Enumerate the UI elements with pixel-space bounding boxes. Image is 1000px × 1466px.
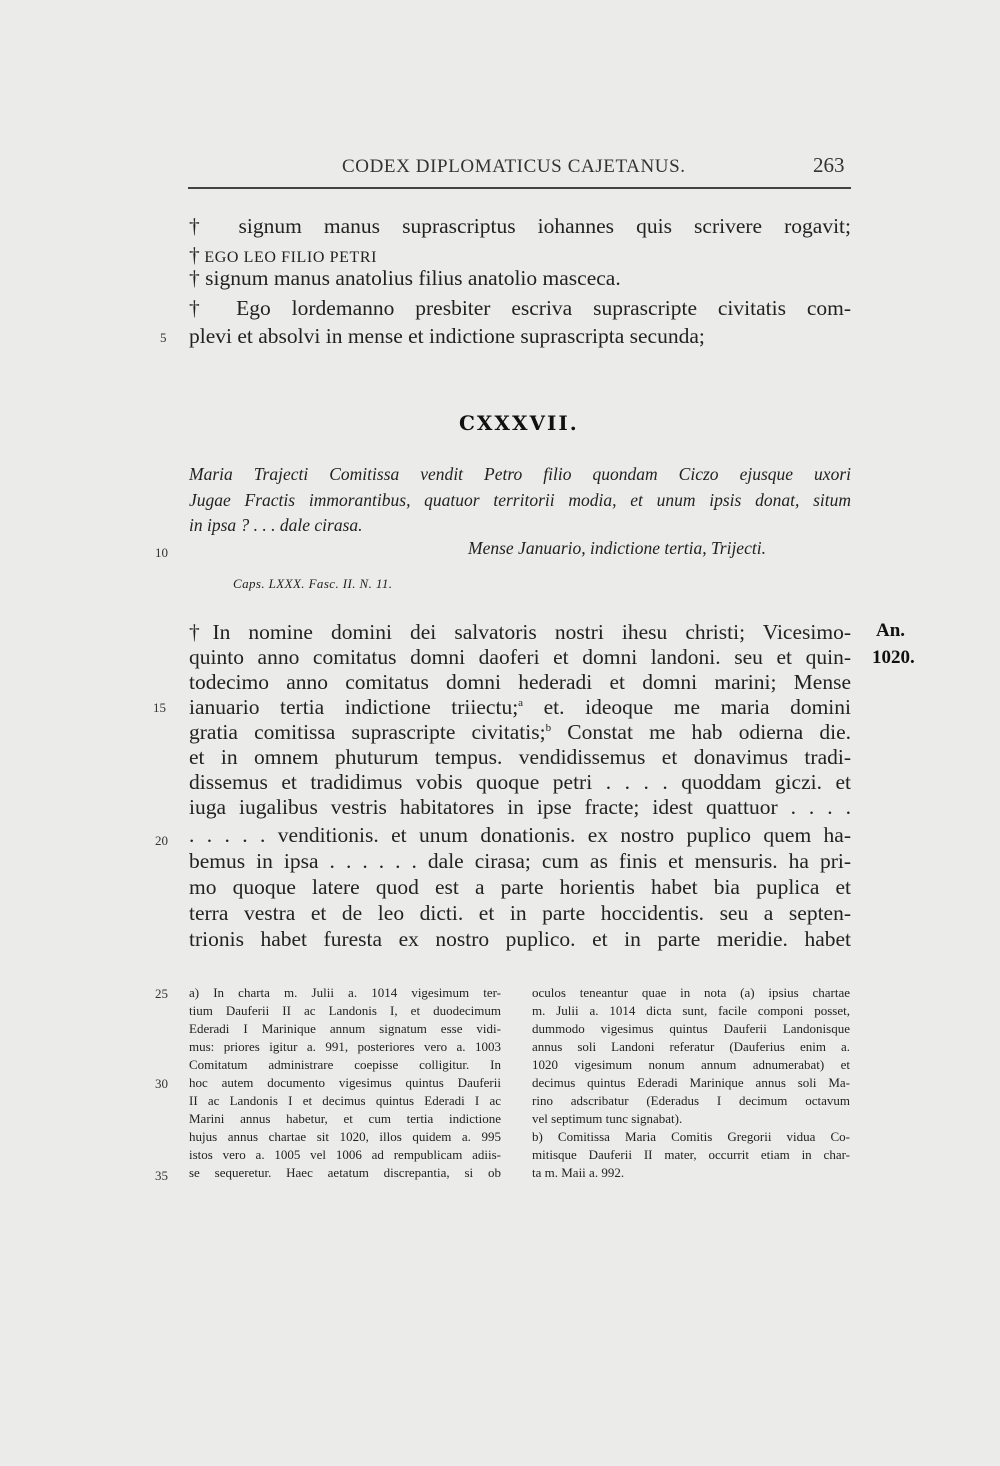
margin-year: 1020. [872,647,915,668]
footnote-line: m. Julii a. 1014 dicta sunt, facile componi posset, [532,1003,850,1018]
prev-doc-line: plevi et absolvi in mense et indictione suprascripta secunda; [189,324,705,348]
footnote-line: hoc autem documento vigesimus quintus Dauferii [189,1075,501,1090]
body-line: mo quoque latere quod est a parte horientis habet bia puplica et [189,875,851,899]
footnote-line: hujus annus chartae sit 1020, illos quidem a. 995 [189,1129,501,1144]
line-number: 25 [155,986,168,1001]
footnote-line: b) Comitissa Maria Comitis Gregorii vidua Co- [532,1129,850,1144]
header-rule [188,187,851,189]
footnote-line: vel septimum tunc signabat). [532,1111,683,1126]
footnote-line: Ederadi I Marinique annum signatum esse vidi- [189,1021,501,1036]
body-line: bemus in ipsa . . . . . . dale cirasa; cum as finis et mensuris. ha pri- [189,849,851,873]
line-number: 35 [155,1168,168,1183]
line-number: 5 [160,330,167,345]
footnote-line: a) In charta m. Julii a. 1014 vigesimum ter- [189,985,501,1000]
prev-doc-line: † signum manus anatolius filius anatolio masceca. [189,266,621,290]
footnote-line: mus: priores igitur a. 991, posteriores vero a. 1003 [189,1039,501,1054]
footnote-line: decimus quintus Ederadi Marinique annus soli Ma- [532,1075,850,1090]
cross-symbol: † [189,243,200,267]
footnote-line: rino adscribatur (Ederadus I decimum octavum [532,1093,850,1108]
footnote-line: dummodo vigesimus quintus Dauferii Landonisque [532,1021,850,1036]
footnote-line: ta m. Maii a. 992. [532,1165,625,1180]
footnote-line: istos vero a. 1005 vel 1006 ad rempublicam adiis- [189,1147,501,1162]
regest-line: Jugae Fractis immorantibus, quatuor territorii modia, et unum ipsis donat, situm [189,490,851,510]
prev-doc-line: † signum manus suprascriptus iohannes quis scrivere rogavit; [189,214,852,238]
regest-line: in ipsa ? . . . dale cirasa. [189,515,363,535]
footnote-line: Comitatum administrare coepisse colligitur. In [189,1057,501,1072]
body-line: ianuario tertia indictione triiectu;$^a$ et. ideoque me maria domini [189,695,852,719]
body-line: terra vestra et de leo dicti. et in parte hoccidentis. seu a septen- [189,901,851,925]
footnote-line: mitisque Dauferii II mater, occurrit etiam in char- [532,1147,850,1162]
cross-symbol: † [189,214,217,238]
footnote-line: oculos teneantur quae in nota (a) ipsius chartae [532,985,850,1000]
body-line: †In nomine domini dei salvatoris nostri ihesu christi; Vicesimo- [189,620,851,644]
body-line: et in omnem phuturum tempus. vendidissemus et donavimus tradi- [189,745,851,769]
body-line: dissemus et tradidimus vobis quoque petri . . . . quoddam giczi. et [189,770,851,794]
prev-doc-line: † Ego lordemanno presbiter escriva suprascripte civitatis com- [189,296,852,320]
footnote-line: 1020 vigesimum nonum annum adnumerabat) et [532,1057,850,1072]
footnote-line: Marini annus habetur, et cum tertia indictione [189,1111,501,1126]
regest-line: Maria Trajecti Comitissa vendit Petro filio quondam Ciczo ejusque uxori [189,464,851,484]
body-line: trionis habet furesta ex nostro puplico. et in parte meridie. habet [189,927,851,951]
footnote-line: annus soli Landoni referatur (Dauferius enim a. [532,1039,850,1054]
archive-reference: Caps. LXXX. Fasc. II. N. 11. [233,576,393,591]
footnote-marker: a [518,696,524,709]
page-number: 263 [813,153,845,177]
footnote-marker: b [545,721,552,734]
running-title: CODEX DIPLOMATICUS CAJETANUS. [342,156,686,177]
cross-symbol: † [189,296,216,320]
line-number: 30 [155,1076,168,1091]
cross-symbol: † [189,266,200,290]
body-line: quinto anno comitatus domni daoferi et domni landoni. seu et quin- [189,645,851,669]
document-number: CXXXVII. [459,411,579,435]
prev-doc-line: † EGO LEO FILIO PETRI [189,243,378,267]
body-line: iuga iugalibus vestris habitatores in ipse fracte; idest quattuor . . . . [189,795,851,819]
line-number: 20 [155,833,168,848]
margin-year-label: An. [876,620,906,641]
footnote-line: tium Dauferii II ac Landonis I, et duodecimum [189,1003,501,1018]
footnote-line: II ac Landonis I et decimus quintus Ederadi I ac [189,1093,501,1108]
body-line: gratia comitissa suprascripte civitatis;$^b$ Constat me hab odierna die. [189,720,851,744]
body-line: . . . . . venditionis. et unum donationis. ex nostro puplico quem ha- [189,823,851,847]
line-number: 15 [153,700,166,715]
date-line: Mense Januario, indictione tertia, Trijecti. [468,538,766,558]
body-line: todecimo anno comitatus domni hederadi et domni marini; Mense [189,670,851,694]
line-number: 10 [155,545,168,560]
footnote-line: se sequeretur. Haec aetatum discrepantia, si ob [189,1165,501,1180]
